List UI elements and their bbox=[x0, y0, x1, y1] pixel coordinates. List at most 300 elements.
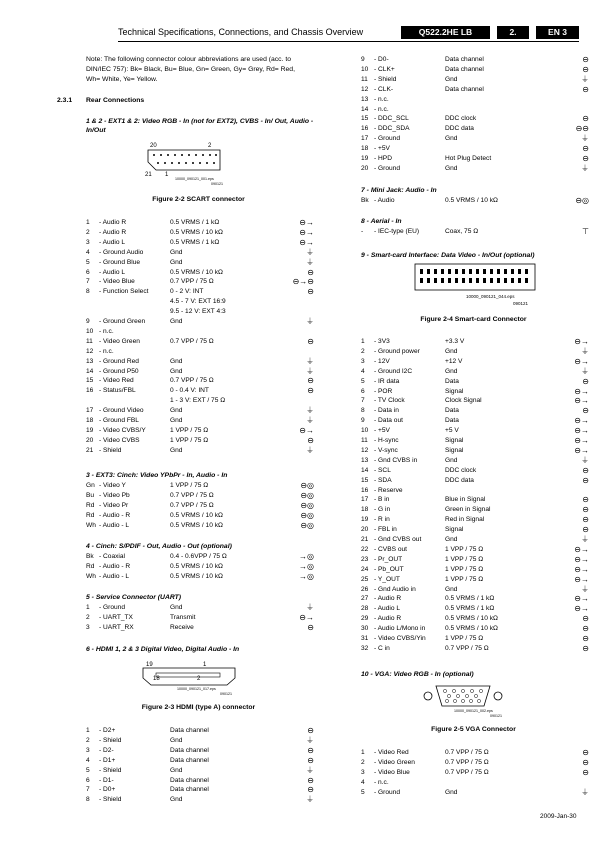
signal-direction-icon: ⊖→ bbox=[299, 612, 314, 622]
language-badge: EN 3 bbox=[536, 26, 579, 39]
signal-direction-icon: ⊖ bbox=[582, 144, 589, 154]
signal-direction-icon: ⊖ bbox=[582, 614, 589, 624]
pin-value: Data channel bbox=[445, 65, 484, 73]
signal-direction-icon: ⊖→ bbox=[299, 425, 314, 435]
page-header-title: Technical Specifications, Connections, and Chassis Overview bbox=[118, 27, 364, 37]
pin-row bbox=[86, 436, 314, 446]
signal-direction-icon: ⏚ bbox=[306, 603, 314, 612]
pin-name: - Ground bbox=[374, 164, 401, 172]
pin-row bbox=[361, 614, 589, 624]
pin-row bbox=[361, 535, 589, 545]
pin-number: 14 bbox=[361, 466, 369, 474]
pin-value: 0.4 - 0.6VPP / 75 Ω bbox=[170, 553, 227, 560]
pin-row bbox=[86, 726, 314, 736]
pin-number: 16 bbox=[86, 387, 94, 395]
pin-number: Wh bbox=[86, 521, 96, 529]
signal-direction-icon: ⊖ bbox=[582, 84, 589, 94]
pin-value: Gnd bbox=[170, 248, 183, 256]
pin-row bbox=[86, 277, 314, 287]
pin-number: 29 bbox=[361, 615, 369, 623]
pin-value: Gnd bbox=[445, 164, 458, 172]
pin-name: - n.c. bbox=[374, 95, 389, 103]
pin-name: - SDA bbox=[374, 476, 392, 484]
signal-direction-icon: ⊖ bbox=[307, 785, 314, 795]
pin-number: 18 bbox=[86, 417, 94, 424]
signal-direction-icon: ⊖→ bbox=[574, 337, 589, 346]
pin-number: 11 bbox=[86, 337, 93, 345]
model-badge: Q522.2HE LB bbox=[401, 26, 490, 39]
pin-value: Gnd bbox=[170, 407, 183, 415]
pin-name: - Audio R bbox=[99, 219, 127, 226]
pin-row bbox=[86, 297, 314, 307]
pin-value: 0.5 VRMS / 10 kΩ bbox=[445, 615, 498, 623]
signal-direction-icon: ⏚ bbox=[581, 455, 589, 465]
signal-direction-icon: ⏚ bbox=[306, 416, 314, 425]
pin-number: 9 bbox=[86, 318, 90, 325]
svg-text:090121: 090121 bbox=[220, 692, 232, 696]
pin-number: 8 bbox=[86, 288, 90, 296]
chapter-badge: 2. bbox=[497, 26, 529, 39]
signal-direction-icon: ⊖→⊖ bbox=[292, 277, 314, 287]
pin-value: Data bbox=[445, 377, 459, 385]
pin-name: - Ground Audio bbox=[99, 248, 144, 256]
pin-row bbox=[361, 436, 589, 446]
pin-number: 10 bbox=[361, 65, 369, 73]
pin-row bbox=[361, 525, 589, 535]
pin-row bbox=[86, 396, 314, 406]
signal-direction-icon: ⏚ bbox=[581, 346, 589, 356]
pin-name: - 12V bbox=[374, 357, 390, 365]
pin-name: - Video CVBS/Y bbox=[99, 426, 146, 434]
pin-row bbox=[361, 55, 589, 65]
signal-direction-icon: ⊖→ bbox=[574, 445, 589, 455]
pin-number: 1 bbox=[86, 219, 90, 226]
pin-row bbox=[361, 644, 589, 654]
pin-row bbox=[86, 785, 314, 795]
pin-number: 20 bbox=[361, 164, 369, 172]
pin-value: 0 - 2 V: INT bbox=[170, 288, 204, 296]
pin-value: Data channel bbox=[445, 56, 484, 63]
pin-number: 4 bbox=[86, 248, 90, 256]
pin-value: Blue in Signal bbox=[445, 496, 486, 504]
pin-row bbox=[361, 466, 589, 476]
pin-value: 0.7 VPP / 75 Ω bbox=[170, 501, 214, 509]
pin-name: - CLK- bbox=[374, 85, 394, 93]
pin-row bbox=[361, 778, 589, 788]
signal-direction-icon: ⊖ bbox=[582, 406, 589, 416]
pin-row bbox=[86, 491, 314, 501]
pin-value: 0.7 VPP / 75 Ω bbox=[445, 768, 489, 776]
signal-direction-icon: ⏚ bbox=[306, 795, 314, 805]
pin-row bbox=[361, 426, 589, 436]
signal-direction-icon: ⊖ bbox=[307, 386, 314, 396]
pin-value: 0.5 VRMS / 1 kΩ bbox=[170, 219, 220, 226]
page-footer-date: 2009-Jan-30 bbox=[540, 813, 577, 820]
pin-value: 4.5 - 7 V: EXT 16:9 bbox=[170, 298, 226, 306]
pin-name: - Y_OUT bbox=[374, 575, 400, 583]
pin-value: Gnd bbox=[170, 367, 183, 375]
pin-number: 17 bbox=[86, 407, 94, 415]
pin-value: Data channel bbox=[170, 756, 209, 764]
signal-direction-icon: ⊖ bbox=[307, 336, 314, 346]
pin-row bbox=[361, 95, 589, 105]
signal-direction-icon: ⏚ bbox=[306, 765, 314, 775]
pin-name: - UART_RX bbox=[99, 623, 134, 631]
pin-row bbox=[361, 585, 589, 595]
pin-row bbox=[361, 505, 589, 515]
pin-value: Gnd bbox=[445, 75, 458, 83]
signal-direction-icon: ⊖→ bbox=[574, 594, 589, 604]
signal-direction-icon: ⊖ bbox=[582, 643, 589, 653]
pin-number: 6 bbox=[361, 387, 365, 395]
pin-row bbox=[86, 766, 314, 776]
aerial-heading: 8 - Aerial - In bbox=[361, 218, 402, 225]
section-title: Rear Connections bbox=[86, 97, 145, 104]
signal-direction-icon: ⊖ bbox=[582, 114, 589, 124]
svg-text:2: 2 bbox=[197, 676, 201, 682]
pin-number: 17 bbox=[361, 135, 369, 143]
pin-number: 15 bbox=[361, 115, 369, 123]
pin-row bbox=[361, 347, 589, 357]
pin-value: 0.5 VRMS / 10 kΩ bbox=[170, 268, 223, 276]
pin-value: Gnd bbox=[170, 766, 183, 774]
pin-name: - POR bbox=[374, 387, 393, 395]
pin-name: - FBL in bbox=[374, 526, 397, 534]
pin-row bbox=[86, 258, 314, 268]
signal-direction-icon: ⊖→ bbox=[574, 436, 589, 445]
hdmi-connector-diagram bbox=[140, 658, 250, 698]
signal-direction-icon: ⊖→ bbox=[574, 604, 589, 614]
smartcard-connector-diagram bbox=[410, 262, 550, 312]
pin-value: Data bbox=[445, 407, 459, 415]
pin-name: - n.c. bbox=[99, 327, 114, 335]
pin-name: - Audio bbox=[374, 197, 395, 204]
signal-direction-icon: ⊖→ bbox=[574, 564, 589, 574]
pin-row bbox=[86, 426, 314, 436]
pin-value: 0.5 VRMS / 10 kΩ bbox=[445, 197, 498, 204]
pin-name: - TV Clock bbox=[374, 397, 405, 405]
svg-text:10000_090121_002.eps: 10000_090121_002.eps bbox=[454, 709, 493, 713]
pin-number: 11 bbox=[361, 75, 368, 83]
signal-direction-icon: ⊖→ bbox=[299, 218, 314, 227]
pin-number: 31 bbox=[361, 635, 369, 642]
pin-row bbox=[86, 481, 314, 491]
cinch-out-heading: 4 - Cinch: S/PDIF - Out, Audio - Out (optional) bbox=[86, 543, 232, 550]
pin-value: 1 VPP / 75 Ω bbox=[170, 482, 209, 489]
signal-direction-icon: ⊖ bbox=[582, 376, 589, 386]
pin-row bbox=[86, 795, 314, 805]
pin-number: 3 bbox=[86, 623, 90, 631]
pin-name: - Ground Blue bbox=[99, 258, 141, 266]
pin-row bbox=[86, 623, 314, 633]
signal-direction-icon: ⊖ bbox=[582, 757, 589, 767]
pin-number: 24 bbox=[361, 565, 369, 573]
pin-number: 7 bbox=[86, 278, 90, 286]
pin-number: 2 bbox=[361, 347, 365, 355]
pin-row bbox=[361, 85, 589, 95]
signal-direction-icon: ⊖ bbox=[582, 495, 589, 505]
pin-value: 0.5 VRMS / 10 kΩ bbox=[445, 625, 498, 633]
pin-row bbox=[86, 376, 314, 386]
pin-name: - Audio L bbox=[99, 268, 126, 276]
pin-name: - Audio R bbox=[374, 595, 402, 603]
pin-row bbox=[361, 456, 589, 466]
pin-name: - n.c. bbox=[99, 347, 114, 355]
signal-direction-icon: ⊖→ bbox=[574, 554, 589, 564]
pin-row bbox=[361, 196, 589, 206]
signal-direction-icon: ⊖ bbox=[582, 55, 589, 64]
pin-name: - D2+ bbox=[99, 727, 116, 734]
pin-number: 30 bbox=[361, 625, 369, 633]
signal-direction-icon: ⏚ bbox=[306, 735, 314, 745]
scart-figure-caption: Figure 2-2 SCART connector bbox=[152, 196, 245, 203]
pin-value: Coax, 75 Ω bbox=[445, 228, 479, 235]
pin-name: - Ground bbox=[374, 135, 401, 143]
pin-name: - Audio L bbox=[374, 605, 401, 613]
pin-name: - Data in bbox=[374, 407, 399, 415]
pin-value: Receive bbox=[170, 623, 194, 631]
pin-value: 0.7 VPP / 75 Ω bbox=[445, 644, 489, 652]
pin-value: Data channel bbox=[170, 786, 209, 794]
signal-direction-icon: ⊖ bbox=[582, 64, 589, 74]
pin-value: 1 VPP / 75 Ω bbox=[445, 575, 484, 583]
pin-row bbox=[361, 515, 589, 525]
pin-row bbox=[361, 476, 589, 486]
pin-row bbox=[86, 613, 314, 623]
signal-direction-icon: →◎ bbox=[299, 561, 314, 571]
pin-number: 12 bbox=[361, 446, 369, 454]
pin-row bbox=[361, 377, 589, 387]
pin-row bbox=[361, 624, 589, 634]
pin-number: 19 bbox=[361, 155, 369, 162]
pin-number: 1 bbox=[86, 727, 90, 734]
svg-text:21: 21 bbox=[145, 172, 152, 178]
pin-name: - 3V3 bbox=[374, 338, 390, 345]
pin-name: - Audio - L bbox=[99, 521, 130, 529]
pin-row bbox=[86, 268, 314, 278]
pin-name: - +5V bbox=[374, 145, 390, 153]
signal-direction-icon: ⊖ bbox=[582, 515, 589, 525]
pin-row bbox=[86, 416, 314, 426]
signal-direction-icon: ⊖ bbox=[582, 154, 589, 163]
pin-row bbox=[86, 357, 314, 367]
pin-name: - Video Y bbox=[99, 482, 126, 489]
pin-name: - Gnd CVBS in bbox=[374, 456, 418, 464]
signal-direction-icon: ⊖→ bbox=[574, 544, 589, 554]
pin-value: DDC data bbox=[445, 125, 474, 133]
pin-value: Clock Signal bbox=[445, 397, 482, 405]
pin-value: Signal bbox=[445, 526, 464, 534]
hdmi-figure-caption: Figure 2-3 HDMI (type A) connector bbox=[141, 704, 256, 711]
pin-number: 27 bbox=[361, 595, 369, 603]
pin-row bbox=[86, 238, 314, 248]
pin-value: Gnd bbox=[170, 357, 183, 365]
pin-name: - Video Blue bbox=[99, 278, 135, 286]
pin-name: - Video Green bbox=[99, 337, 140, 345]
pin-value: +5 V bbox=[445, 427, 459, 435]
signal-direction-icon: ⊖→ bbox=[574, 416, 589, 426]
pin-row bbox=[361, 446, 589, 456]
signal-direction-icon: ⊖ bbox=[582, 767, 589, 777]
signal-direction-icon: ⏚ bbox=[581, 535, 589, 544]
signal-direction-icon: ⏚ bbox=[581, 74, 589, 84]
pin-number: 22 bbox=[361, 545, 369, 553]
pin-name: - DDC_SDA bbox=[374, 125, 410, 133]
svg-text:090121: 090121 bbox=[490, 714, 502, 718]
pin-number: 12 bbox=[86, 347, 94, 355]
pin-number: 7 bbox=[86, 786, 90, 794]
pin-row bbox=[361, 788, 589, 798]
pin-number: Bu bbox=[86, 491, 95, 499]
pin-number: Rd bbox=[86, 501, 95, 509]
pin-number: 6 bbox=[86, 776, 90, 784]
pin-value: DDC clock bbox=[445, 115, 477, 123]
pin-row bbox=[86, 317, 314, 327]
svg-text:1: 1 bbox=[165, 172, 169, 178]
pin-number: Rd bbox=[86, 511, 95, 519]
pin-number: 9 bbox=[361, 417, 365, 425]
signal-direction-icon: ⊖→ bbox=[574, 426, 589, 436]
pin-name: - Shield bbox=[374, 75, 397, 83]
pin-value: Gnd bbox=[170, 604, 183, 611]
pin-name: - Ground bbox=[99, 604, 126, 611]
pin-value: 0.5 VRMS / 10 kΩ bbox=[170, 562, 223, 570]
pin-number: 18 bbox=[361, 506, 369, 514]
pin-value: Gnd bbox=[170, 417, 183, 424]
pin-number: 11 bbox=[361, 437, 368, 444]
pin-number: Bk bbox=[86, 553, 94, 560]
pin-value: 0.7 VPP / 75 Ω bbox=[445, 749, 489, 756]
pin-row bbox=[361, 124, 589, 134]
pin-name: - Shield bbox=[99, 766, 122, 774]
signal-direction-icon: ⊖ bbox=[307, 755, 314, 765]
signal-direction-icon: ⊖ bbox=[582, 525, 589, 535]
pin-value: Gnd bbox=[170, 446, 183, 454]
minijack-heading: 7 - Mini Jack: Audio - In bbox=[361, 187, 437, 194]
pin-name: - G in bbox=[374, 506, 391, 514]
pin-value: 0.7 VPP / 75 Ω bbox=[445, 758, 489, 766]
pin-number: 5 bbox=[86, 766, 90, 774]
pin-name: - Audio L/Mono in bbox=[374, 625, 426, 633]
pin-value: 1 VPP / 75 Ω bbox=[170, 436, 209, 444]
pin-number: 15 bbox=[361, 476, 369, 484]
signal-direction-icon: ⊖ bbox=[582, 624, 589, 634]
pin-name: - IEC-type (EU) bbox=[374, 228, 420, 235]
pin-name: - Ground Green bbox=[99, 318, 146, 325]
pin-number: 10 bbox=[86, 327, 94, 335]
pin-value: 0 - 0.4 V: INT bbox=[170, 387, 209, 395]
pin-value: 1 VPP / 75 Ω bbox=[445, 545, 484, 553]
signal-direction-icon: ⊖ bbox=[582, 475, 589, 485]
pin-row bbox=[361, 75, 589, 85]
pin-row bbox=[361, 634, 589, 644]
pin-value: 0.5 VRMS / 10 kΩ bbox=[170, 511, 223, 519]
pin-number: 16 bbox=[361, 125, 369, 133]
pin-name: - Audio L bbox=[99, 238, 126, 246]
vga-figure-caption: Figure 2-5 VGA Connector bbox=[431, 726, 516, 733]
hdmi-heading: 6 - HDMI 1, 2 & 3 Digital Video, Digital Audio - In bbox=[86, 646, 240, 653]
pin-name: - Shield bbox=[99, 796, 122, 804]
pin-value: 9.5 - 12 V: EXT 4:3 bbox=[170, 308, 226, 316]
pin-name: - Ground FBL bbox=[99, 417, 139, 424]
pin-name: - Ground bbox=[374, 788, 401, 796]
pin-number: 7 bbox=[361, 397, 365, 405]
pin-value: Gnd bbox=[445, 135, 458, 143]
pin-name: - IR data bbox=[374, 377, 400, 385]
pin-number: 6 bbox=[86, 268, 90, 276]
signal-direction-icon: ⊖ bbox=[307, 726, 314, 735]
pin-row bbox=[86, 367, 314, 377]
signal-direction-icon: ⊖ bbox=[307, 435, 314, 445]
pin-number: 2 bbox=[361, 758, 365, 766]
signal-direction-icon: ⊖ bbox=[582, 505, 589, 515]
pin-number: 4 bbox=[361, 367, 365, 375]
pin-name: - n.c. bbox=[374, 778, 389, 786]
signal-direction-icon: ⏚ bbox=[306, 366, 314, 376]
pin-name: - C in bbox=[374, 644, 390, 652]
pin-number: 17 bbox=[361, 496, 369, 504]
section-number: 2.3.1 bbox=[57, 97, 73, 104]
pin-number: 5 bbox=[361, 788, 365, 796]
pin-number: 13 bbox=[361, 95, 369, 103]
pin-value: 1 VPP / 75 Ω bbox=[445, 565, 484, 573]
pin-value: Signal bbox=[445, 437, 464, 444]
pin-row bbox=[361, 164, 589, 174]
pin-row bbox=[361, 396, 589, 406]
signal-direction-icon: ⏚ bbox=[306, 356, 314, 366]
pin-number: 13 bbox=[361, 456, 369, 464]
pin-row bbox=[361, 495, 589, 505]
signal-direction-icon: ⏚ bbox=[306, 257, 314, 267]
pin-name: - Audio - R bbox=[99, 511, 131, 519]
pin-number: 14 bbox=[361, 105, 369, 113]
pin-name: - Video Green bbox=[374, 758, 415, 766]
pin-number: 18 bbox=[361, 145, 369, 153]
pin-value: 0.5 VRMS / 10 kΩ bbox=[170, 521, 223, 529]
pin-value: +12 V bbox=[445, 357, 463, 365]
pin-name: - D2- bbox=[99, 746, 114, 754]
signal-direction-icon: ⏚ bbox=[306, 406, 314, 416]
scart-connector-diagram bbox=[140, 140, 270, 188]
signal-direction-icon: ⏚ bbox=[581, 584, 589, 594]
pin-value: 0.7 VPP / 75 Ω bbox=[170, 491, 214, 499]
pin-number: 2 bbox=[86, 736, 90, 744]
pin-number: 8 bbox=[361, 407, 365, 415]
pin-value: Gnd bbox=[170, 736, 183, 744]
pin-name: - CLK+ bbox=[374, 65, 395, 73]
pin-row bbox=[361, 144, 589, 154]
pin-number: Gn bbox=[86, 482, 95, 489]
pin-number: 2 bbox=[86, 228, 90, 236]
pin-name: - Video Blue bbox=[374, 768, 410, 776]
pin-value: 0.5 VRMS / 10 kΩ bbox=[170, 572, 223, 580]
pin-row bbox=[86, 521, 314, 531]
pin-name: - V-sync bbox=[374, 446, 398, 454]
pin-name: - D0+ bbox=[99, 786, 116, 794]
pin-value: Transmit bbox=[170, 613, 196, 621]
pin-value: Data channel bbox=[170, 727, 209, 734]
pin-number: 19 bbox=[361, 516, 369, 524]
signal-direction-icon: ⊖→ bbox=[299, 237, 314, 247]
pin-number: 1 bbox=[86, 604, 90, 611]
signal-direction-icon: ⊖ bbox=[582, 634, 589, 643]
pin-number: 3 bbox=[86, 746, 90, 754]
pin-value: 1 VPP / 75 Ω bbox=[170, 426, 209, 434]
pin-number: 5 bbox=[86, 258, 90, 266]
pin-number: 19 bbox=[86, 426, 94, 434]
pin-number: 21 bbox=[361, 536, 369, 543]
pin-name: - Ground Red bbox=[99, 357, 139, 365]
